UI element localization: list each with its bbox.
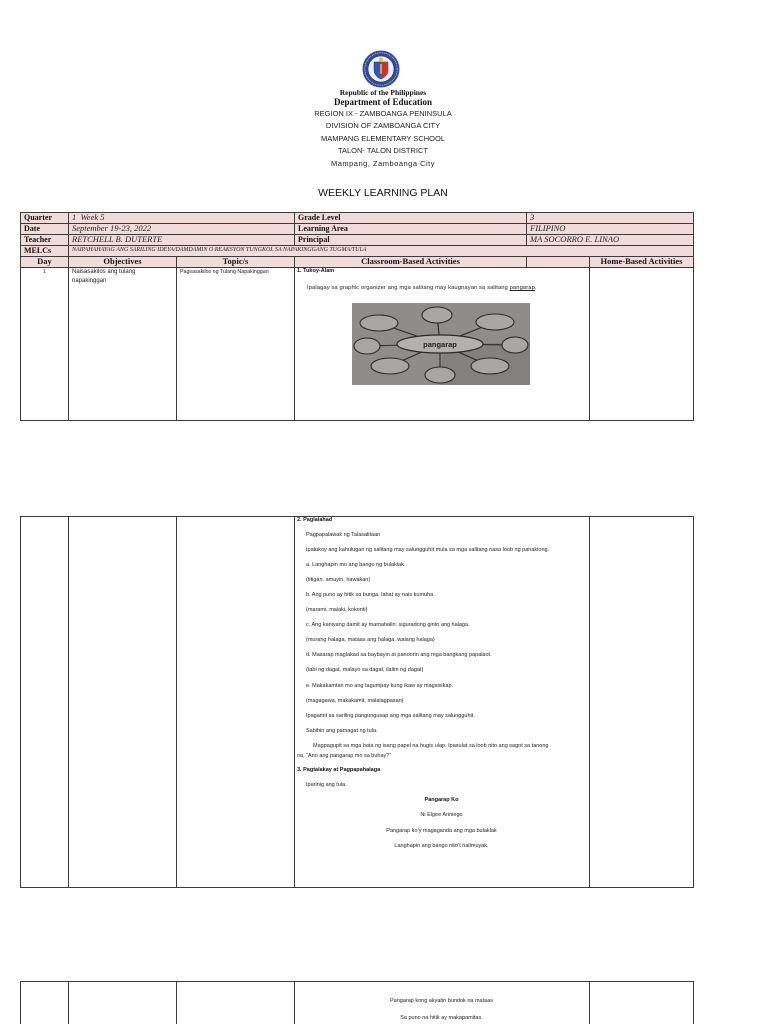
section-title: 3. Pagtalakay at Pagpapahalaga [297,767,381,773]
activity-line: Ipagamit sa sariling pangungusap ang mga salitang may salungguhit. [306,713,475,719]
activity-line: Pagpapalawak ng Talasalitaan [306,532,381,538]
activity-line: c. Ang kaniyang damit ay mamahalin: siguradong ginto ang halaga. [306,622,470,628]
objectives-cell [68,267,177,421]
activity-line: b. Ang puno ay hitik sa bunga, lahat ay nais kumuha. [306,592,435,598]
department-line: Department of Education [334,97,432,107]
day-number: 1 [43,269,46,275]
instruction-text: Ipalagay sa graphic organizer ang mga salitang may kaugnayan sa salitang [307,285,510,291]
objective-text: Naisasakilos ang tulang napakinggan [72,269,136,284]
activity-line: Ipatukoy ang kahulugan ng salitang may salungguhit mula sa mga salitang nasa loob ng panaklong. [306,547,550,553]
learning-area-value: FILIPINO [526,223,694,235]
weekly-plan-table-page3 [20,981,694,1024]
date-value: September 19-23, 2022 [68,223,295,235]
day-cell [20,981,69,1024]
home-activities-cell [589,981,694,1024]
activity-line: na, “Ano ang pangarap mo sa buhay?” [297,753,392,759]
poem-author: Ni Elgee Ariniego [420,812,463,818]
poem-line: Langhapin ang bango nito’t halimuyak. [394,843,489,849]
teacher-value: RETCHELL B. DUTERTE [68,234,295,246]
activity-line: (marami, malaki, kokonti) [306,607,368,613]
organizer-oval-top [422,307,452,323]
activity-line: e. Makakamtan mo ang tagumpay kung ikaw ay magsisikap. [306,683,454,689]
objectives-cell [68,516,177,888]
republic-line: Republic of the Philippines [339,88,427,97]
seal-sun [379,58,383,62]
column-header-objectives: Objectives [68,256,177,268]
organizer-oval-left [354,338,380,354]
activity-line: Magpagupit sa mga bata ng isang papel na hugis ulap. Ipasulat sa loob nito ang sagot sa tanong [313,743,549,749]
day-cell [20,267,69,421]
organizer-oval-right [502,337,528,353]
activity-title: 1. Tukoy-Alam [297,268,335,274]
activity-line: (tabi ng dagat, malayo sa dagat, ilalim ng dagat) [306,667,424,673]
topics-cell [176,516,295,888]
teacher-label: Teacher [20,234,69,246]
deped-seal-icon [362,50,400,88]
column-header-day: Day [20,256,69,268]
instruction-keyword: pangarap [509,285,535,291]
organizer-oval-lower-left [371,358,409,374]
melcs-label: MELCs [20,245,69,257]
poem-title: Pangarap Ko [424,797,459,803]
activity-line: (titigan, amuyin, hawakan) [306,577,371,583]
region-line: REGION IX - ZAMBOANGA PENINSULA [314,109,452,118]
column-header-home: Home-Based Activities [589,256,694,268]
section-title: 2. Paglalahad [297,517,333,523]
division-line: DIVISION OF ZAMBOANGA CITY [325,121,441,130]
organizer-oval-bottom [425,367,455,383]
column-header-topics: Topic/s [176,256,295,268]
classroom-activities-cell [294,981,590,1024]
objectives-cell [68,981,177,1024]
grade-level-value: 3 [526,212,694,224]
day-cell [20,516,69,888]
organizer-oval-upper-left [360,315,398,331]
activity-line: (murang halaga, mataas ang halaga, walang halaga) [306,637,435,643]
quarter-value: 1 Week 5 [68,212,295,224]
home-activities-cell [589,267,694,421]
instruction-end: . [534,285,537,291]
quarter-label: Quarter [20,212,69,224]
poem-line: Pangarap kong akyatin bundok na mataas [389,998,494,1004]
weekly-plan-table-page2 [20,516,694,888]
poem-line: Sa puno na hitik ay makapamitas. [400,1015,483,1021]
organizer-oval-upper-right [476,314,514,330]
weekly-plan-table-page1 [20,212,694,421]
topics-cell [176,267,295,421]
topic-text: Pagsasakilos ng Tulang Napakinggan [180,269,269,275]
activity-line: a. Langhapin mo ang bango ng bulaklak. [306,562,406,568]
classroom-activities-cell [294,516,590,888]
date-label: Date [20,223,69,235]
activity-line: d. Masarap maglakad sa baybayin at panoorin ang mga bangkang papalaot. [306,652,492,658]
poem-line: Pangarap ko’y magaganda ang mga bulaklak [386,828,497,834]
graphic-organizer-photo [352,303,530,385]
home-activities-cell [589,516,694,888]
tukoy-alam-instruction [307,285,537,292]
school-line: MAMPANG ELEMENTARY SCHOOL [320,134,446,143]
page-title: WEEKLY LEARNING PLAN [318,187,448,199]
organizer-oval-lower-right [471,358,509,374]
activity-line: Iparinig ang tula. [306,782,347,788]
district-line: TALON- TALON DISTRICT [337,146,428,155]
grade-level-label: Grade Level [294,212,527,224]
seal-torch [380,64,381,74]
learning-area-label: Learning Area [294,223,527,235]
activity-line: Sabihin ang pamagat ng tula. [306,728,378,734]
activity-line: (magagawa, makakamit, malalagpasan) [306,698,404,704]
topics-cell [176,981,295,1024]
melcs-value: NAIPAHAHAYAG ANG SARILING IDEYA/DAMDAMIN O REAKSYON TUNGKOL SA NAPAKINGGANG TUGMA/TULA [68,245,694,257]
organizer-center-label: pangarap [423,339,457,349]
column-header-classroom: Classroom-Based Activities [294,256,527,268]
classroom-activities-cell [294,267,590,421]
address-line: Mampang, Zamboanga City [330,159,436,168]
principal-label: Principal [294,234,527,246]
principal-value: MA SOCORRO E. LINAO [526,234,694,246]
